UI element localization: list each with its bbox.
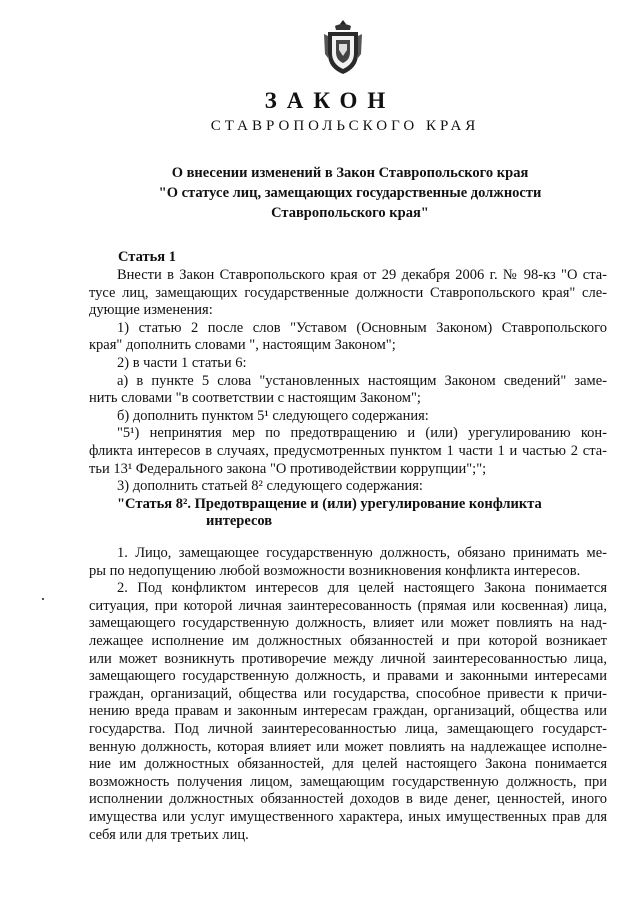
text-line: б) дополнить пунктом 5¹ следующего содержания: bbox=[117, 407, 429, 424]
text-line: возможность получения лицом, замещающим государственную должность, при bbox=[89, 773, 607, 790]
text-line: граждан, организаций, общества или государства, способное привести к причи- bbox=[89, 685, 607, 702]
article-body bbox=[89, 267, 607, 496]
text-line: ры по недопущению любой возможности возникновения конфликта интересов. bbox=[89, 562, 581, 579]
new-article-title-line2: интересов bbox=[206, 513, 273, 529]
coat-of-arms-icon bbox=[322, 18, 364, 76]
text-line: лежащее исполнение им должностных обязанностей и при которой возникает bbox=[89, 632, 607, 649]
text-line: себя или для третьих лиц. bbox=[89, 826, 249, 843]
text-line: замещающего государственную должность, и правами и законными интересами bbox=[89, 668, 607, 685]
text-line: фликта интересов в случаях, предусмотренных пунктом 1 части 1 и частью 2 ста- bbox=[89, 442, 607, 459]
scan-speck bbox=[42, 598, 44, 600]
text-line: 2) в части 1 статьи 6: bbox=[117, 354, 247, 371]
heading-line: Ставропольского края" bbox=[271, 205, 429, 221]
heading-line: "О статусе лиц, замещающих государственные должности bbox=[158, 185, 542, 201]
text-line: 1. Лицо, замещающее государственную должность, обязано принимать ме- bbox=[117, 545, 607, 561]
law-title: ЗАКОН bbox=[264, 88, 396, 113]
text-line: тусе лиц, замещающих государственные должности Ставропольского края" сле- bbox=[89, 284, 607, 301]
heading-line: О внесении изменений в Закон Ставропольского края bbox=[171, 165, 529, 181]
text-line: замещающего государственную должность, влияет или может повлиять на над- bbox=[89, 615, 607, 632]
text-line: нить словами "в соответствии с настоящим Законом"; bbox=[89, 390, 421, 407]
text-line: тьи 13¹ Федерального закона "О противодействии коррупции";"; bbox=[89, 460, 487, 477]
text-line: ние им должностных обязанностей, для целей настоящего Закона понимается bbox=[89, 756, 607, 773]
text-line: края" дополнить словами ", настоящим Законом"; bbox=[89, 337, 396, 354]
text-line: 1) статью 2 после слов "Уставом (Основным Законом) Ставропольского bbox=[117, 319, 607, 336]
new-article-title-cont bbox=[206, 513, 272, 530]
text-line: нению вреда правам и законным интересам граждан, организаций, общества или bbox=[89, 703, 607, 720]
text-line: 3) дополнить статьей 8² следующего содержания: bbox=[117, 478, 423, 495]
new-article-title-line1: "Статья 8². Предотвращение и (или) урегулирование конфликта bbox=[117, 496, 542, 512]
text-line: 2. Под конфликтом интересов для целей настоящего Закона понимается bbox=[117, 580, 607, 597]
article-paragraphs bbox=[89, 545, 607, 844]
text-line: имущества или услуг имущественного характера, иных имущественных прав для bbox=[89, 808, 607, 825]
region-title: СТАВРОПОЛЬСКОГО КРАЯ bbox=[210, 118, 480, 134]
text-line: "5¹) непринятия мер по предотвращению и (или) урегулированию кон- bbox=[117, 425, 607, 442]
text-line: а) в пункте 5 слова "установленных настоящим Законом сведений" заме- bbox=[117, 372, 607, 389]
new-article-title bbox=[117, 496, 542, 513]
text-line: государства. Под личной заинтересованностью лица, замещающего государст- bbox=[89, 720, 607, 737]
law-heading bbox=[120, 163, 580, 223]
text-line: или может возникнуть противоречие между личной заинтересованностью лица, bbox=[89, 650, 607, 667]
text-line: дующие изменения: bbox=[89, 302, 213, 319]
text-line: ситуация, при которой личная заинтересованность (прямая или косвенная) лица, bbox=[89, 597, 607, 614]
text-line: венную должность, которая влияет или может повлиять на надлежащее исполне- bbox=[89, 738, 607, 755]
text-line: Внести в Закон Ставропольского края от 29 декабря 2006 г. № 98-кз "О ста- bbox=[117, 267, 607, 283]
article-title: Статья 1 bbox=[118, 249, 176, 265]
text-line: исполнении должностных обязанностей доходов в виде денег, ценностей, иного bbox=[89, 791, 607, 808]
